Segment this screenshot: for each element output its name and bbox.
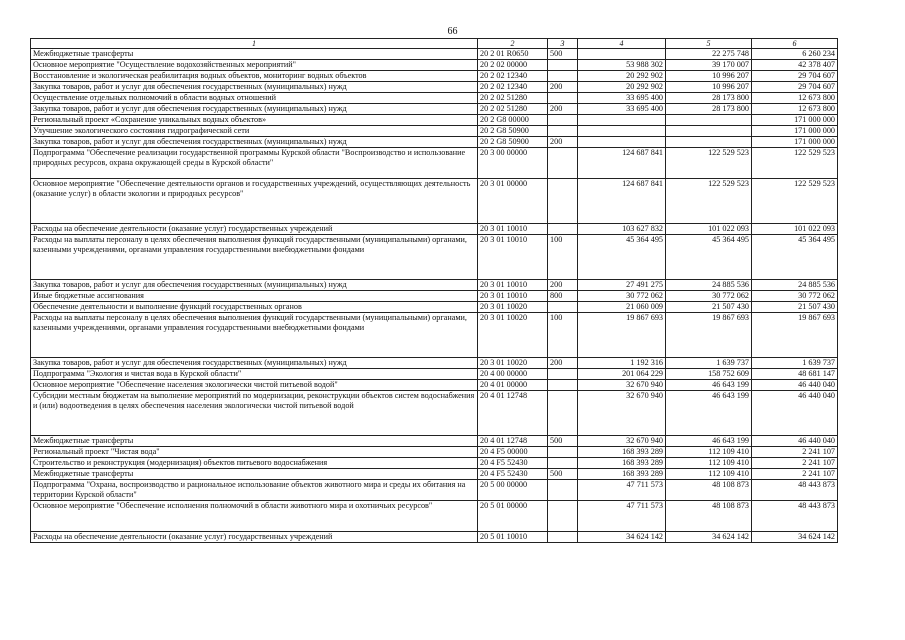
table-row: [31, 480, 838, 501]
row-amount-col4-cell: 168 393 289: [578, 469, 666, 480]
row-amount-col5-cell: 122 529 523: [666, 179, 752, 224]
row-name-cell: Основное мероприятие "Осуществление водохозяйственных мероприятий": [31, 60, 478, 71]
table-row: [31, 501, 838, 532]
row-amount-col4-cell: 1 192 316: [578, 358, 666, 369]
row-code-cell: 20 4 F5 52430: [478, 458, 548, 469]
row-amount-col6-cell: 45 364 495: [752, 235, 838, 280]
row-amount-col5-cell: 30 772 062: [666, 291, 752, 302]
row-amount-col5-cell: 22 275 748: [666, 49, 752, 60]
row-amount-col6-cell: 24 885 536: [752, 280, 838, 291]
row-name-cell: Закупка товаров, работ и услуг для обеспечения государственных (муниципальных) нужд: [31, 280, 478, 291]
row-amount-col6-cell: 29 704 607: [752, 82, 838, 93]
row-code-cell: 20 3 01 10020: [478, 302, 548, 313]
row-amount-col4-cell: 47 711 573: [578, 501, 666, 532]
table-row: [31, 358, 838, 369]
row-expense-type-cell: [548, 447, 578, 458]
row-name-cell: Строительство и реконструкция (модернизация) объектов питьевого водоснабжения: [31, 458, 478, 469]
table-row: [31, 447, 838, 458]
row-amount-col5-cell: 112 109 410: [666, 458, 752, 469]
row-expense-type-cell: 200: [548, 137, 578, 148]
row-expense-type-cell: 200: [548, 358, 578, 369]
row-code-cell: 20 3 01 10010: [478, 280, 548, 291]
row-amount-col6-cell: 46 440 040: [752, 380, 838, 391]
row-code-cell: 20 2 G8 50900: [478, 137, 548, 148]
row-expense-type-cell: [548, 179, 578, 224]
row-amount-col4-cell: 20 292 902: [578, 71, 666, 82]
table-row: [31, 235, 838, 280]
row-expense-type-cell: [548, 380, 578, 391]
row-code-cell: 20 2 02 51280: [478, 93, 548, 104]
row-code-cell: 20 4 F5 52430: [478, 469, 548, 480]
budget-table: [30, 38, 838, 543]
table-row: [31, 469, 838, 480]
row-name-cell: Основное мероприятие "Обеспечение исполнения полномочий в области животного мира и охотничьих ресурсов": [31, 501, 478, 532]
row-amount-col5-cell: 122 529 523: [666, 148, 752, 179]
row-amount-col5-cell: 21 507 430: [666, 302, 752, 313]
row-amount-col6-cell: 48 443 873: [752, 480, 838, 501]
row-expense-type-cell: [548, 302, 578, 313]
table-row: [31, 369, 838, 380]
row-expense-type-cell: 500: [548, 436, 578, 447]
row-amount-col5-cell: 28 173 800: [666, 93, 752, 104]
row-code-cell: 20 3 01 10010: [478, 291, 548, 302]
row-amount-col6-cell: 30 772 062: [752, 291, 838, 302]
row-amount-col6-cell: 29 704 607: [752, 71, 838, 82]
row-amount-col5-cell: 46 643 199: [666, 436, 752, 447]
row-name-cell: Обеспечение деятельности и выполнение функций государственных органов: [31, 302, 478, 313]
row-name-cell: Закупка товаров, работ и услуг для обеспечения государственных (муниципальных) нужд: [31, 137, 478, 148]
row-expense-type-cell: 200: [548, 280, 578, 291]
row-amount-col6-cell: 101 022 093: [752, 224, 838, 235]
row-code-cell: 20 3 01 10010: [478, 224, 548, 235]
table-row: [31, 49, 838, 60]
row-amount-col4-cell: 103 627 832: [578, 224, 666, 235]
row-amount-col5-cell: 24 885 536: [666, 280, 752, 291]
row-name-cell: Межбюджетные трансферты: [31, 49, 478, 60]
row-amount-col4-cell: 32 670 940: [578, 380, 666, 391]
row-amount-col6-cell: 46 440 040: [752, 391, 838, 436]
row-amount-col6-cell: 171 000 000: [752, 137, 838, 148]
row-code-cell: 20 4 00 00000: [478, 369, 548, 380]
row-expense-type-cell: 800: [548, 291, 578, 302]
row-name-cell: Субсидии местным бюджетам на выполнение мероприятий по модернизации, реконструкции объектов систем водоснабжения и (или) водоотведения в целях обеспечения населения экологически чистой питьевой водой: [31, 391, 478, 436]
row-name-cell: Осуществление отдельных полномочий в области водных отношений: [31, 93, 478, 104]
table-body: [31, 49, 838, 543]
row-amount-col5-cell: 45 364 495: [666, 235, 752, 280]
row-name-cell: Основное мероприятие "Обеспечение населения экологически чистой питьевой водой": [31, 380, 478, 391]
table-row: [31, 115, 838, 126]
row-amount-col4-cell: 34 624 142: [578, 532, 666, 543]
column-header: 2: [478, 39, 548, 49]
row-amount-col6-cell: 34 624 142: [752, 532, 838, 543]
row-name-cell: Региональный проект «Сохранение уникальных водных объектов»: [31, 115, 478, 126]
row-amount-col6-cell: 21 507 430: [752, 302, 838, 313]
row-code-cell: 20 4 01 12748: [478, 436, 548, 447]
row-amount-col4-cell: 47 711 573: [578, 480, 666, 501]
table-row: [31, 291, 838, 302]
table-row: [31, 224, 838, 235]
row-expense-type-cell: [548, 126, 578, 137]
row-code-cell: 20 3 00 00000: [478, 148, 548, 179]
row-code-cell: 20 2 01 R0650: [478, 49, 548, 60]
row-code-cell: 20 2 02 00000: [478, 60, 548, 71]
row-amount-col5-cell: 1 639 737: [666, 358, 752, 369]
row-amount-col5-cell: 46 643 199: [666, 380, 752, 391]
row-amount-col4-cell: [578, 49, 666, 60]
row-amount-col4-cell: 19 867 693: [578, 313, 666, 358]
row-name-cell: Восстановление и экологическая реабилитация водных объектов, мониторинг водных объектов: [31, 71, 478, 82]
row-amount-col4-cell: 20 292 902: [578, 82, 666, 93]
row-amount-col4-cell: 32 670 940: [578, 436, 666, 447]
table-row: [31, 60, 838, 71]
row-name-cell: Улучшение экологического состояния гидрографической сети: [31, 126, 478, 137]
row-amount-col4-cell: 33 695 400: [578, 104, 666, 115]
row-amount-col6-cell: 122 529 523: [752, 148, 838, 179]
row-amount-col6-cell: 2 241 107: [752, 458, 838, 469]
table-row: [31, 380, 838, 391]
row-amount-col6-cell: 6 260 234: [752, 49, 838, 60]
row-amount-col5-cell: [666, 126, 752, 137]
row-amount-col4-cell: 33 695 400: [578, 93, 666, 104]
row-amount-col6-cell: 12 673 800: [752, 93, 838, 104]
table-row: [31, 179, 838, 224]
row-code-cell: 20 4 01 00000: [478, 380, 548, 391]
row-name-cell: Подпрограмма "Охрана, воспроизводство и рациональное использование объектов животного мира и среды их обитания на территории Курской области": [31, 480, 478, 501]
row-name-cell: Межбюджетные трансферты: [31, 436, 478, 447]
table-row: [31, 71, 838, 82]
row-code-cell: 20 3 01 10020: [478, 313, 548, 358]
row-code-cell: 20 4 F5 00000: [478, 447, 548, 458]
table-row: [31, 126, 838, 137]
row-code-cell: 20 2 G8 00000: [478, 115, 548, 126]
column-header: 3: [548, 39, 578, 49]
column-header: 5: [666, 39, 752, 49]
row-amount-col5-cell: 28 173 800: [666, 104, 752, 115]
column-header: 1: [31, 39, 478, 49]
row-expense-type-cell: 100: [548, 313, 578, 358]
row-amount-col6-cell: 2 241 107: [752, 447, 838, 458]
table-row: [31, 104, 838, 115]
row-amount-col4-cell: 168 393 289: [578, 447, 666, 458]
table-row: [31, 148, 838, 179]
row-amount-col6-cell: 46 440 040: [752, 436, 838, 447]
row-amount-col5-cell: [666, 115, 752, 126]
row-amount-col5-cell: 112 109 410: [666, 469, 752, 480]
row-amount-col5-cell: [666, 137, 752, 148]
row-expense-type-cell: [548, 60, 578, 71]
row-amount-col6-cell: 19 867 693: [752, 313, 838, 358]
row-name-cell: Основное мероприятие "Обеспечение деятельности органов и государственных учреждений, осуществляющих деятельность (оказание услуг) в области экологии и природных ресурсов": [31, 179, 478, 224]
table-row: [31, 313, 838, 358]
row-expense-type-cell: [548, 71, 578, 82]
row-amount-col6-cell: 171 000 000: [752, 126, 838, 137]
row-amount-col4-cell: [578, 137, 666, 148]
row-amount-col4-cell: 124 687 841: [578, 179, 666, 224]
row-amount-col6-cell: 12 673 800: [752, 104, 838, 115]
row-name-cell: Подпрограмма "Экология и чистая вода в Курской области": [31, 369, 478, 380]
table-row: [31, 137, 838, 148]
row-code-cell: 20 2 02 12340: [478, 71, 548, 82]
row-name-cell: Расходы на обеспечение деятельности (оказание услуг) государственных учреждений: [31, 532, 478, 543]
row-expense-type-cell: [548, 115, 578, 126]
row-amount-col6-cell: 2 241 107: [752, 469, 838, 480]
row-code-cell: 20 5 01 00000: [478, 501, 548, 532]
row-amount-col4-cell: [578, 126, 666, 137]
table-row: [31, 280, 838, 291]
row-expense-type-cell: [548, 369, 578, 380]
table-row: [31, 82, 838, 93]
row-name-cell: Закупка товаров, работ и услуг для обеспечения государственных (муниципальных) нужд: [31, 104, 478, 115]
row-expense-type-cell: [548, 458, 578, 469]
row-expense-type-cell: 500: [548, 49, 578, 60]
row-expense-type-cell: [548, 501, 578, 532]
row-amount-col6-cell: 122 529 523: [752, 179, 838, 224]
row-amount-col4-cell: 30 772 062: [578, 291, 666, 302]
row-amount-col5-cell: 48 108 873: [666, 501, 752, 532]
row-amount-col5-cell: 39 170 007: [666, 60, 752, 71]
row-amount-col5-cell: 48 108 873: [666, 480, 752, 501]
row-amount-col6-cell: 48 443 873: [752, 501, 838, 532]
row-amount-col6-cell: 48 681 147: [752, 369, 838, 380]
row-code-cell: 20 3 01 10010: [478, 235, 548, 280]
row-amount-col5-cell: 34 624 142: [666, 532, 752, 543]
row-name-cell: Расходы на обеспечение деятельности (оказание услуг) государственных учреждений: [31, 224, 478, 235]
row-code-cell: 20 4 01 12748: [478, 391, 548, 436]
row-amount-col4-cell: 201 064 229: [578, 369, 666, 380]
row-amount-col5-cell: 19 867 693: [666, 313, 752, 358]
row-amount-col5-cell: 101 022 093: [666, 224, 752, 235]
row-amount-col4-cell: 168 393 289: [578, 458, 666, 469]
row-amount-col4-cell: 124 687 841: [578, 148, 666, 179]
row-name-cell: Закупка товаров, работ и услуг для обеспечения государственных (муниципальных) нужд: [31, 82, 478, 93]
row-code-cell: 20 3 01 10020: [478, 358, 548, 369]
row-amount-col4-cell: 53 988 302: [578, 60, 666, 71]
row-amount-col6-cell: 42 378 407: [752, 60, 838, 71]
row-expense-type-cell: [548, 224, 578, 235]
row-name-cell: Региональный проект "Чистая вода": [31, 447, 478, 458]
row-name-cell: Закупка товаров, работ и услуг для обеспечения государственных (муниципальных) нужд: [31, 358, 478, 369]
table-row: [31, 93, 838, 104]
row-code-cell: 20 2 G8 50900: [478, 126, 548, 137]
row-code-cell: 20 5 00 00000: [478, 480, 548, 501]
table-row: [31, 532, 838, 543]
table-row: [31, 458, 838, 469]
row-expense-type-cell: [548, 93, 578, 104]
column-header: 4: [578, 39, 666, 49]
row-name-cell: Подпрограмма "Обеспечение реализации государственной программы Курской области "Воспроизводство и использование природных ресурсов, охрана окружающей среды в Курской области": [31, 148, 478, 179]
row-name-cell: Иные бюджетные ассигнования: [31, 291, 478, 302]
row-expense-type-cell: 100: [548, 235, 578, 280]
table-row: [31, 436, 838, 447]
row-code-cell: 20 5 01 10010: [478, 532, 548, 543]
row-name-cell: Расходы на выплаты персоналу в целях обеспечения выполнения функций государственными (муниципальными) органами, казенными учреждениями, органами управления государственными внебюджетными фондами: [31, 313, 478, 358]
row-amount-col5-cell: 46 643 199: [666, 391, 752, 436]
row-amount-col4-cell: 45 364 495: [578, 235, 666, 280]
row-amount-col4-cell: 21 060 009: [578, 302, 666, 313]
header-row: [31, 39, 838, 49]
row-expense-type-cell: 500: [548, 469, 578, 480]
row-amount-col5-cell: 10 996 207: [666, 82, 752, 93]
row-expense-type-cell: [548, 391, 578, 436]
row-amount-col5-cell: 158 752 609: [666, 369, 752, 380]
row-amount-col4-cell: 32 670 940: [578, 391, 666, 436]
row-expense-type-cell: [548, 532, 578, 543]
row-name-cell: Межбюджетные трансферты: [31, 469, 478, 480]
page-number: 66: [447, 26, 458, 37]
column-header: 6: [752, 39, 838, 49]
row-code-cell: 20 3 01 00000: [478, 179, 548, 224]
row-amount-col4-cell: [578, 115, 666, 126]
row-expense-type-cell: [548, 148, 578, 179]
row-amount-col5-cell: 112 109 410: [666, 447, 752, 458]
row-code-cell: 20 2 02 12340: [478, 82, 548, 93]
row-expense-type-cell: 200: [548, 104, 578, 115]
row-expense-type-cell: 200: [548, 82, 578, 93]
row-amount-col6-cell: 1 639 737: [752, 358, 838, 369]
row-amount-col5-cell: 10 996 207: [666, 71, 752, 82]
table-row: [31, 391, 838, 436]
row-amount-col6-cell: 171 000 000: [752, 115, 838, 126]
table-row: [31, 302, 838, 313]
row-code-cell: 20 2 02 51280: [478, 104, 548, 115]
row-amount-col4-cell: 27 491 275: [578, 280, 666, 291]
row-name-cell: Расходы на выплаты персоналу в целях обеспечения выполнения функций государственными (муниципальными) органами, казенными учреждениями, органами управления государственными внебюджетными фондами: [31, 235, 478, 280]
row-expense-type-cell: [548, 480, 578, 501]
